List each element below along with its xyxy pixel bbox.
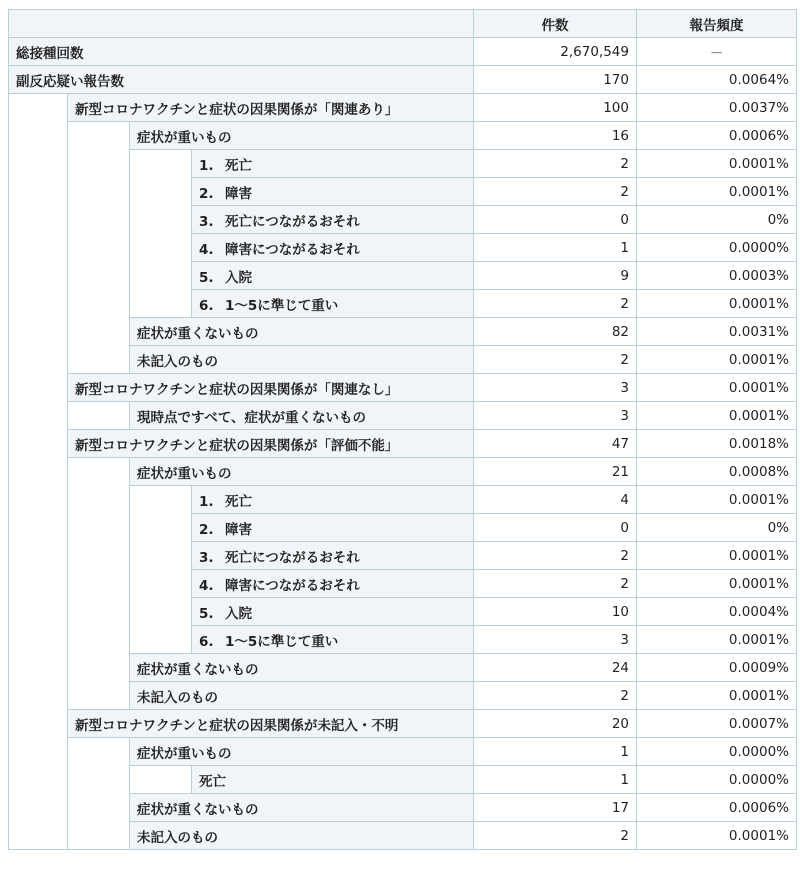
count-cell: 2	[474, 178, 637, 206]
rate-cell: 0.0009%	[637, 654, 797, 682]
item-index: 2.	[199, 185, 214, 202]
rate-cell: 0.0000%	[637, 234, 797, 262]
row-label: 症状が重いもの	[130, 458, 474, 486]
count-cell: 170	[474, 66, 637, 94]
item-label: 入院	[225, 269, 252, 286]
count-cell: 3	[474, 626, 637, 654]
rate-cell: 0.0001%	[637, 626, 797, 654]
indent-cell	[9, 94, 68, 850]
count-cell: 2	[474, 542, 637, 570]
count-cell: 20	[474, 710, 637, 738]
item-index: 6.	[199, 297, 214, 314]
row-label	[192, 626, 474, 654]
rate-cell: 0.0001%	[637, 374, 797, 402]
count-cell: 24	[474, 654, 637, 682]
row-label: 新型コロナワクチンと症状の因果関係が「関連あり」	[68, 94, 474, 122]
table-row	[9, 458, 797, 486]
rate-cell: 0.0001%	[637, 570, 797, 598]
rate-cell: 0.0007%	[637, 710, 797, 738]
item-label: 障害につながるおそれ	[225, 577, 360, 594]
row-label: 未記入のもの	[130, 822, 474, 850]
item-label: 障害	[225, 185, 252, 202]
row-label	[192, 570, 474, 598]
row-label: 死亡	[192, 766, 474, 794]
indent-cell	[68, 402, 130, 430]
rate-cell: －	[637, 38, 797, 66]
rate-cell: 0.0001%	[637, 290, 797, 318]
count-cell: 1	[474, 234, 637, 262]
count-cell: 3	[474, 374, 637, 402]
item-label: 障害	[225, 521, 252, 538]
row-label: 症状が重くないもの	[130, 794, 474, 822]
count-cell: 2	[474, 822, 637, 850]
indent-cell	[68, 122, 130, 374]
item-label: 死亡につながるおそれ	[225, 549, 360, 566]
table-row	[9, 66, 797, 94]
rate-cell: 0.0008%	[637, 458, 797, 486]
count-cell: 17	[474, 794, 637, 822]
rate-cell: 0.0001%	[637, 542, 797, 570]
table-row	[9, 38, 797, 66]
table-row	[9, 94, 797, 122]
item-index: 5.	[199, 269, 214, 286]
count-cell: 0	[474, 514, 637, 542]
item-index: 3.	[199, 549, 214, 566]
count-cell: 2	[474, 150, 637, 178]
count-cell: 10	[474, 598, 637, 626]
indent-cell	[130, 150, 192, 318]
rate-cell: 0.0006%	[637, 794, 797, 822]
item-index: 5.	[199, 605, 214, 622]
row-label: 症状が重くないもの	[130, 654, 474, 682]
row-label: 現時点ですべて、症状が重くないもの	[130, 402, 474, 430]
count-cell: 0	[474, 206, 637, 234]
row-label: 副反応疑い報告数	[9, 66, 474, 94]
item-label: 1～5に準じて重い	[225, 297, 339, 314]
count-cell: 47	[474, 430, 637, 458]
item-index: 4.	[199, 577, 214, 594]
count-column-header: 件数	[474, 10, 637, 38]
row-label: 新型コロナワクチンと症状の因果関係が未記入・不明	[68, 710, 474, 738]
indent-cell	[68, 738, 130, 850]
item-label: 入院	[225, 605, 252, 622]
row-label	[192, 178, 474, 206]
rate-cell: 0.0001%	[637, 150, 797, 178]
rate-cell: 0.0064%	[637, 66, 797, 94]
item-index: 1.	[199, 157, 214, 174]
count-cell: 82	[474, 318, 637, 346]
rate-cell: 0.0000%	[637, 738, 797, 766]
count-cell: 21	[474, 458, 637, 486]
rate-cell: 0.0018%	[637, 430, 797, 458]
count-cell: 2	[474, 346, 637, 374]
rate-cell: 0%	[637, 206, 797, 234]
row-label: 症状が重くないもの	[130, 318, 474, 346]
table-row	[9, 738, 797, 766]
row-label	[192, 514, 474, 542]
table-row	[9, 710, 797, 738]
rate-cell: 0.0001%	[637, 682, 797, 710]
count-cell: 1	[474, 766, 637, 794]
table-row	[9, 122, 797, 150]
count-cell: 1	[474, 738, 637, 766]
header-blank-cell	[9, 10, 474, 38]
indent-cell	[68, 458, 130, 710]
item-label: 障害につながるおそれ	[225, 241, 360, 258]
count-cell: 9	[474, 262, 637, 290]
item-label: 死亡	[225, 493, 252, 510]
rate-cell: 0.0006%	[637, 122, 797, 150]
rate-cell: 0.0001%	[637, 346, 797, 374]
row-label: 未記入のもの	[130, 346, 474, 374]
row-label: 症状が重いもの	[130, 122, 474, 150]
rate-cell: 0.0001%	[637, 486, 797, 514]
item-index: 1.	[199, 493, 214, 510]
adverse-reaction-table	[8, 9, 797, 850]
count-cell: 3	[474, 402, 637, 430]
row-label	[192, 206, 474, 234]
row-label: 総接種回数	[9, 38, 474, 66]
indent-cell	[130, 486, 192, 654]
row-label	[192, 150, 474, 178]
row-label	[192, 598, 474, 626]
count-cell: 2	[474, 570, 637, 598]
table-row	[9, 402, 797, 430]
count-cell: 2	[474, 290, 637, 318]
row-label	[192, 486, 474, 514]
table-header-row	[9, 10, 797, 38]
rate-cell: 0.0004%	[637, 598, 797, 626]
rate-cell: 0.0000%	[637, 766, 797, 794]
item-index: 6.	[199, 633, 214, 650]
row-label	[192, 542, 474, 570]
row-label	[192, 234, 474, 262]
rate-cell: 0.0003%	[637, 262, 797, 290]
item-index: 4.	[199, 241, 214, 258]
count-cell: 100	[474, 94, 637, 122]
rate-column-header: 報告頻度	[637, 10, 797, 38]
rate-cell: 0.0001%	[637, 822, 797, 850]
row-label	[192, 262, 474, 290]
rate-cell: 0.0037%	[637, 94, 797, 122]
rate-cell: 0.0001%	[637, 402, 797, 430]
item-index: 2.	[199, 521, 214, 538]
count-cell: 2	[474, 682, 637, 710]
indent-cell	[130, 766, 192, 794]
row-label: 新型コロナワクチンと症状の因果関係が「関連なし」	[68, 374, 474, 402]
count-cell: 2,670,549	[474, 38, 637, 66]
table-row	[9, 374, 797, 402]
item-label: 1～5に準じて重い	[225, 633, 339, 650]
count-cell: 16	[474, 122, 637, 150]
row-label: 未記入のもの	[130, 682, 474, 710]
table-row	[9, 430, 797, 458]
rate-cell: 0.0001%	[637, 178, 797, 206]
row-label: 症状が重いもの	[130, 738, 474, 766]
item-index: 3.	[199, 213, 214, 230]
count-cell: 4	[474, 486, 637, 514]
rate-cell: 0.0031%	[637, 318, 797, 346]
item-label: 死亡につながるおそれ	[225, 213, 360, 230]
rate-cell: 0%	[637, 514, 797, 542]
row-label	[192, 290, 474, 318]
row-label: 新型コロナワクチンと症状の因果関係が「評価不能」	[68, 430, 474, 458]
item-label: 死亡	[225, 157, 252, 174]
